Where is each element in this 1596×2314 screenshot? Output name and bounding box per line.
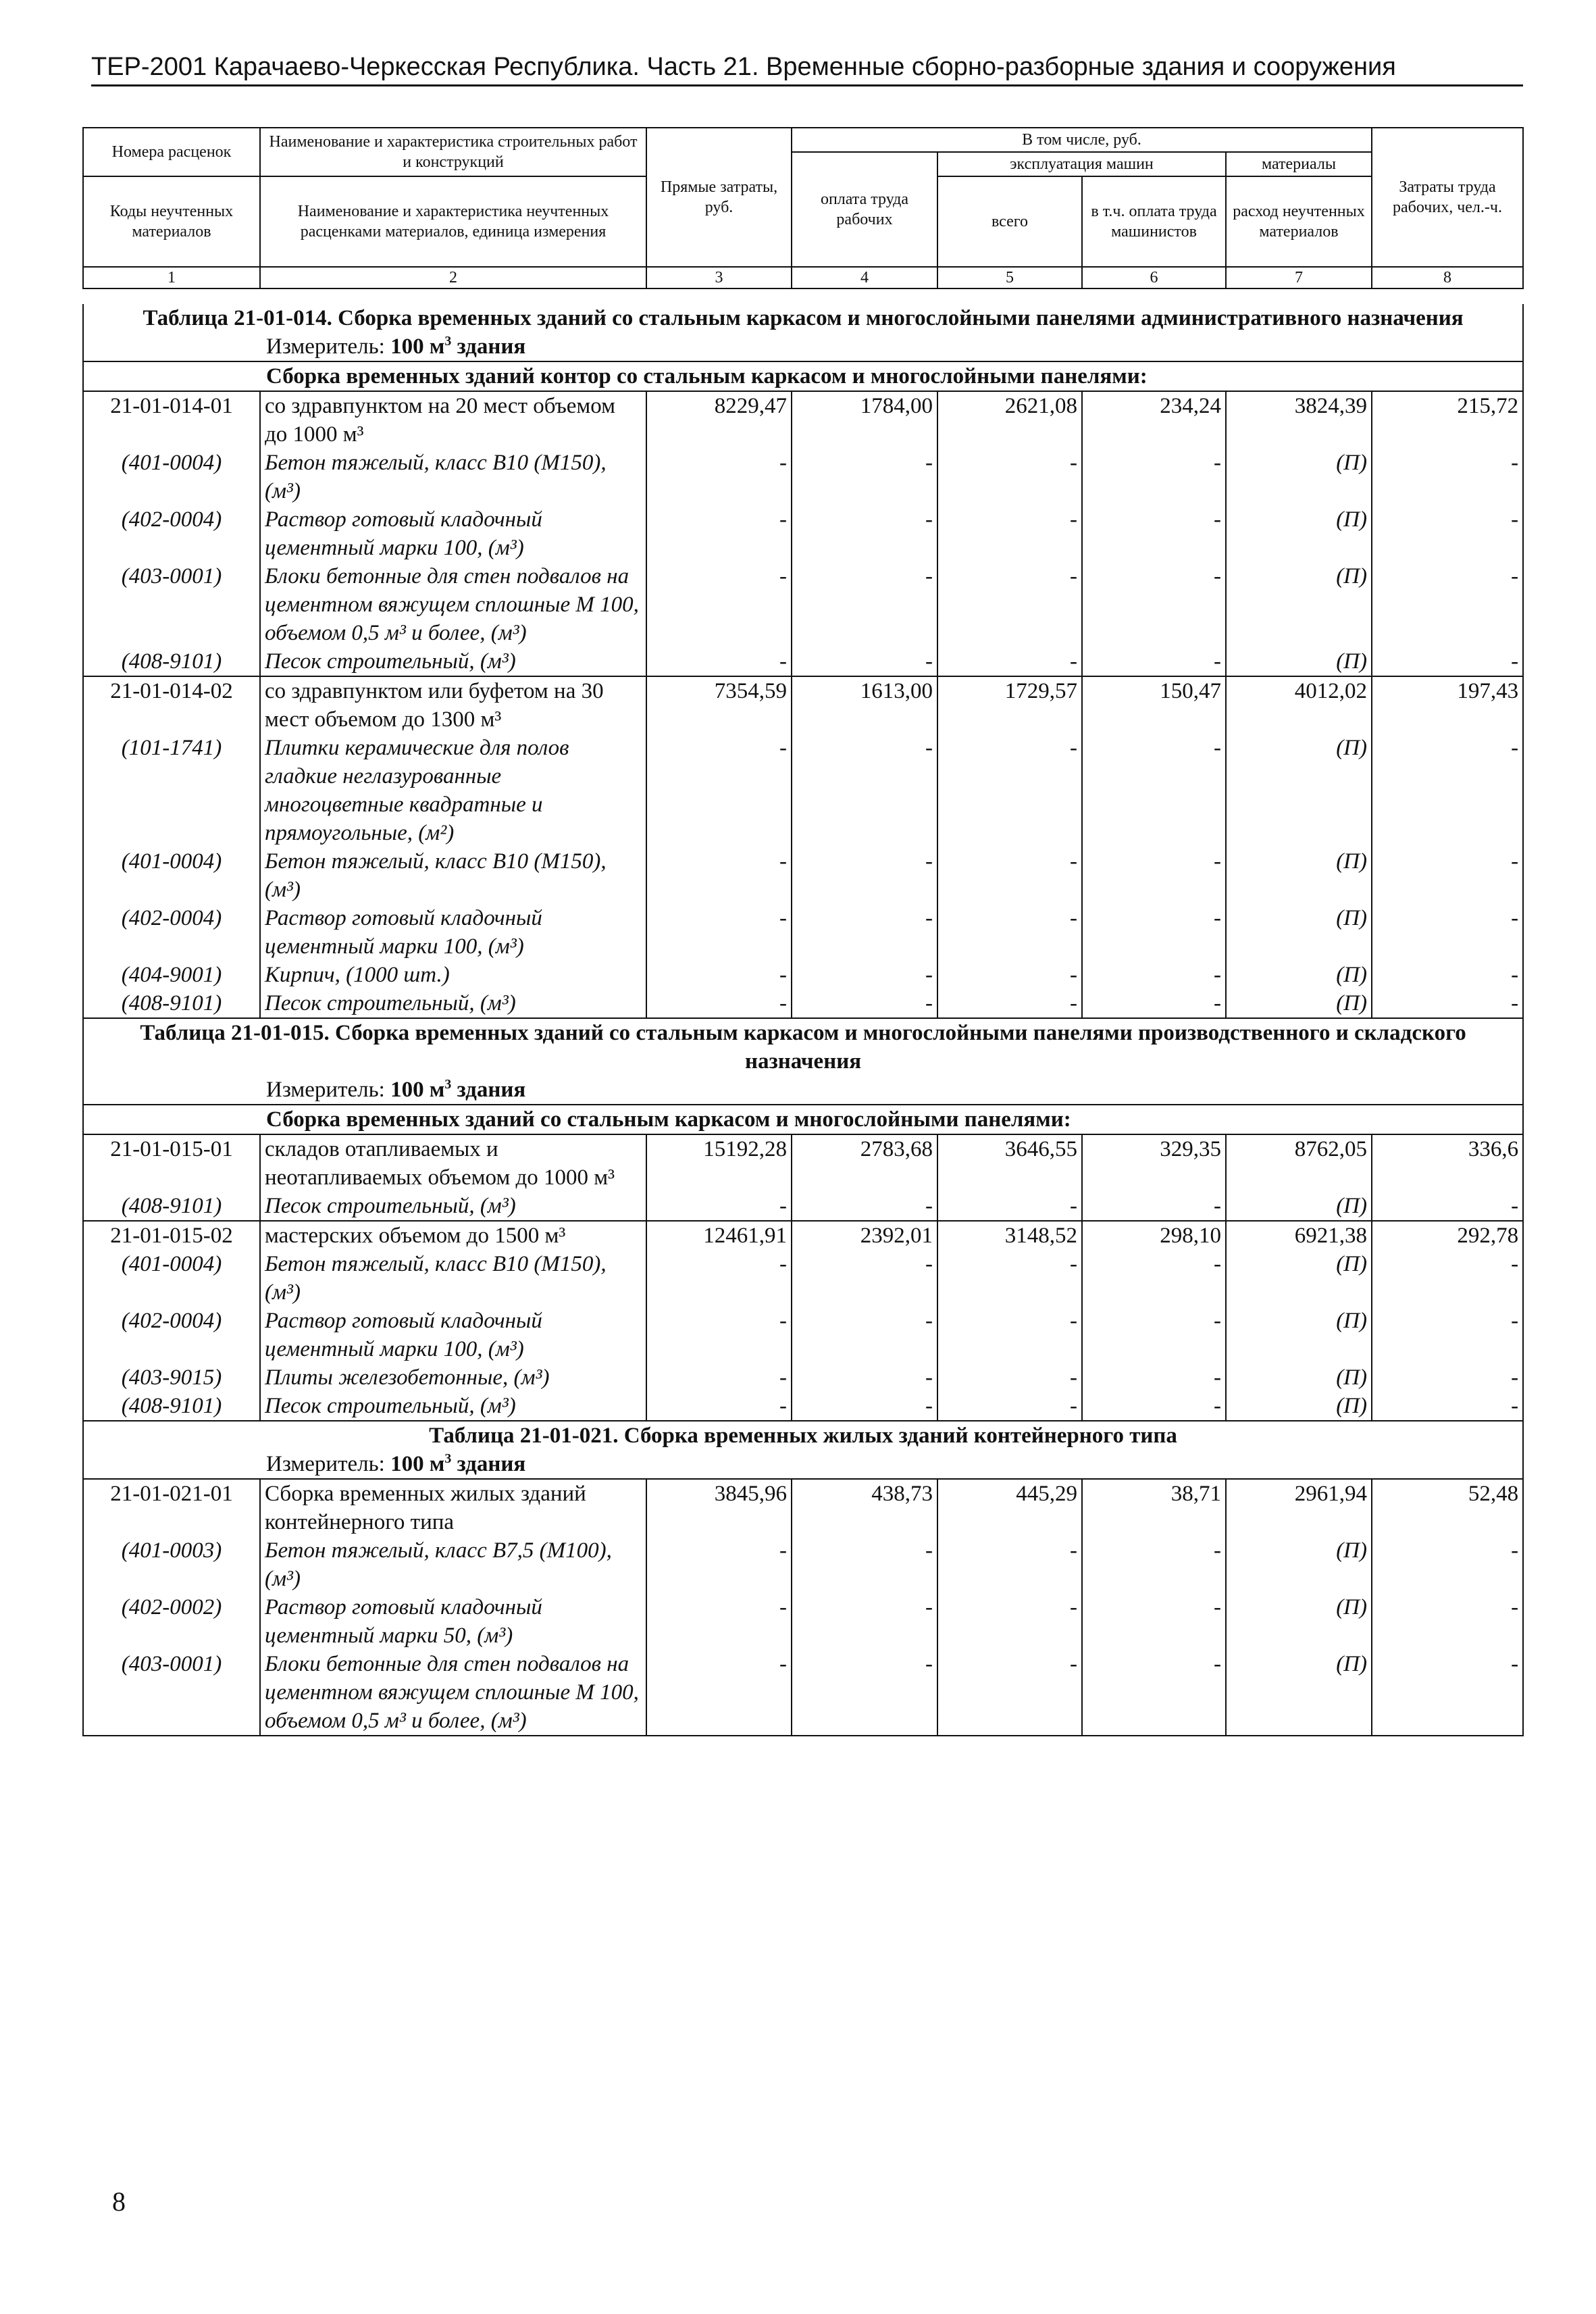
empty-value-dash: - xyxy=(937,734,1082,847)
rate-wages: 1784,00 xyxy=(792,391,937,449)
header-material-names: Наименование и характеристика неучтенных расценками материалов, единица измерения xyxy=(260,176,646,267)
empty-value-dash: - xyxy=(1372,1192,1523,1221)
empty-value-dash: - xyxy=(646,1593,792,1650)
empty-value-dash: - xyxy=(1372,847,1523,904)
measure-row xyxy=(83,1076,1523,1105)
empty-value-dash: - xyxy=(937,989,1082,1018)
material-row xyxy=(83,1650,1523,1736)
material-code: (402-0004) xyxy=(83,505,260,562)
unaccounted-marker: (П) xyxy=(1226,1307,1372,1363)
measure-label: Измеритель: xyxy=(266,1078,385,1102)
measure-unit xyxy=(83,1076,1523,1105)
material-code: (402-0004) xyxy=(83,1307,260,1363)
empty-value-dash: - xyxy=(937,1250,1082,1307)
empty-value-dash: - xyxy=(937,562,1082,647)
header-direct-costs: Прямые затраты, руб. xyxy=(646,128,792,267)
column-number: 8 xyxy=(1372,267,1523,288)
header-machine-operation: эксплуатация машин xyxy=(937,152,1226,176)
empty-value-dash: - xyxy=(792,1363,937,1392)
material-name: Плитки керамические для полов гладкие неглазурованные многоцветные квадратные и прямоугольные, (м²) xyxy=(260,734,646,847)
material-row xyxy=(83,961,1523,989)
empty-value-dash: - xyxy=(646,1650,792,1736)
empty-value-dash: - xyxy=(792,449,937,505)
unaccounted-marker: (П) xyxy=(1226,1192,1372,1221)
empty-value-dash: - xyxy=(1372,734,1523,847)
empty-value-dash: - xyxy=(646,961,792,989)
material-row xyxy=(83,449,1523,505)
empty-value-dash: - xyxy=(792,1307,937,1363)
material-name: Бетон тяжелый, класс В10 (М150), (м³) xyxy=(260,1250,646,1307)
column-number: 5 xyxy=(937,267,1082,288)
empty-value-dash: - xyxy=(1372,1392,1523,1421)
material-name: Бетон тяжелый, класс В7,5 (М100), (м³) xyxy=(260,1536,646,1593)
empty-value-dash: - xyxy=(1372,1363,1523,1392)
empty-value-dash: - xyxy=(646,734,792,847)
rate-row xyxy=(83,1221,1523,1250)
rate-code: 21-01-014-02 xyxy=(83,676,260,734)
empty-value-dash: - xyxy=(792,1392,937,1421)
rate-name: складов отапливаемых и неотапливаемых объемом до 1000 м³ xyxy=(260,1134,646,1192)
rate-direct: 7354,59 xyxy=(646,676,792,734)
empty-value-dash: - xyxy=(1372,1250,1523,1307)
material-code: (408-9101) xyxy=(83,1392,260,1421)
empty-value-dash: - xyxy=(792,961,937,989)
header-worker-wages: оплата труда рабочих xyxy=(792,152,937,267)
rate-machine-wages: 329,35 xyxy=(1082,1134,1226,1192)
rate-code: 21-01-021-01 xyxy=(83,1479,260,1536)
rate-labor: 197,43 xyxy=(1372,676,1523,734)
rate-machines: 445,29 xyxy=(937,1479,1082,1536)
empty-value-dash: - xyxy=(937,1593,1082,1650)
rate-machine-wages: 298,10 xyxy=(1082,1221,1226,1250)
empty-value-dash: - xyxy=(646,505,792,562)
measure-tail: здания xyxy=(451,334,526,359)
rate-direct: 3845,96 xyxy=(646,1479,792,1536)
header-material-codes: Коды неучтенных материалов xyxy=(83,176,260,267)
subtitle-row xyxy=(83,1105,1523,1134)
empty-value-dash: - xyxy=(1372,1307,1523,1363)
measure-tail: здания xyxy=(451,1452,526,1476)
empty-value-dash: - xyxy=(1082,1307,1226,1363)
empty-value-dash: - xyxy=(1082,1192,1226,1221)
material-code: (401-0003) xyxy=(83,1536,260,1593)
empty-value-dash: - xyxy=(1082,505,1226,562)
rate-materials: 4012,02 xyxy=(1226,676,1372,734)
header-rate-numbers: Номера расценок xyxy=(83,128,260,176)
rate-direct: 15192,28 xyxy=(646,1134,792,1192)
rate-machines: 3646,55 xyxy=(937,1134,1082,1192)
material-code: (408-9101) xyxy=(83,647,260,676)
measure-sup: 3 xyxy=(444,334,452,349)
material-row xyxy=(83,904,1523,961)
empty-value-dash: - xyxy=(1372,449,1523,505)
material-code: (401-0004) xyxy=(83,1250,260,1307)
material-code: (101-1741) xyxy=(83,734,260,847)
rate-materials: 8762,05 xyxy=(1226,1134,1372,1192)
measure-sup: 3 xyxy=(444,1451,452,1466)
empty-value-dash: - xyxy=(1082,847,1226,904)
rate-row xyxy=(83,676,1523,734)
unaccounted-marker: (П) xyxy=(1226,1250,1372,1307)
rate-labor: 52,48 xyxy=(1372,1479,1523,1536)
header-machinist-wages: в т.ч. оплата труда машинистов xyxy=(1082,176,1226,267)
material-name: Песок строительный, (м³) xyxy=(260,1192,646,1221)
material-name: Раствор готовый кладочный цементный марки 100, (м³) xyxy=(260,1307,646,1363)
empty-value-dash: - xyxy=(646,904,792,961)
column-number: 4 xyxy=(792,267,937,288)
empty-value-dash: - xyxy=(1372,904,1523,961)
empty-value-dash: - xyxy=(792,1192,937,1221)
unaccounted-marker: (П) xyxy=(1226,734,1372,847)
empty-value-dash: - xyxy=(792,847,937,904)
unaccounted-marker: (П) xyxy=(1226,1650,1372,1736)
header-unaccounted-materials: расход неучтенных материалов xyxy=(1226,176,1372,267)
header-including: В том числе, руб. xyxy=(792,128,1372,152)
material-row xyxy=(83,847,1523,904)
measure-label: Измеритель: xyxy=(266,1452,385,1476)
rate-labor: 292,78 xyxy=(1372,1221,1523,1250)
unaccounted-marker: (П) xyxy=(1226,1363,1372,1392)
material-name: Бетон тяжелый, класс В10 (М150), (м³) xyxy=(260,847,646,904)
empty-value-dash: - xyxy=(646,562,792,647)
material-code: (408-9101) xyxy=(83,1192,260,1221)
material-row xyxy=(83,647,1523,676)
material-row xyxy=(83,1250,1523,1307)
rate-name: со здравпунктом на 20 мест объемом до 1000 м³ xyxy=(260,391,646,449)
empty-value-dash: - xyxy=(1372,989,1523,1018)
empty-value-dash: - xyxy=(646,647,792,676)
rate-code: 21-01-014-01 xyxy=(83,391,260,449)
unaccounted-marker: (П) xyxy=(1226,1536,1372,1593)
column-number: 1 xyxy=(83,267,260,288)
rate-machines: 3148,52 xyxy=(937,1221,1082,1250)
empty-value-dash: - xyxy=(937,1307,1082,1363)
column-number: 3 xyxy=(646,267,792,288)
header-materials: материалы xyxy=(1226,152,1372,176)
measure-value: 100 м xyxy=(390,1078,445,1102)
empty-value-dash: - xyxy=(792,989,937,1018)
column-header-table xyxy=(82,127,1524,289)
material-code: (403-0001) xyxy=(83,562,260,647)
column-numbers-row xyxy=(83,267,1523,288)
material-code: (401-0004) xyxy=(83,847,260,904)
empty-value-dash: - xyxy=(792,1593,937,1650)
empty-value-dash: - xyxy=(1082,647,1226,676)
rate-row xyxy=(83,1134,1523,1192)
empty-value-dash: - xyxy=(937,961,1082,989)
empty-value-dash: - xyxy=(1082,449,1226,505)
material-row xyxy=(83,1192,1523,1221)
empty-value-dash: - xyxy=(646,1536,792,1593)
material-code: (404-9001) xyxy=(83,961,260,989)
material-name: Песок строительный, (м³) xyxy=(260,989,646,1018)
measure-sup: 3 xyxy=(444,1077,452,1092)
material-name: Раствор готовый кладочный цементный марки 100, (м³) xyxy=(260,505,646,562)
material-name: Бетон тяжелый, класс В10 (М150), (м³) xyxy=(260,449,646,505)
rate-row xyxy=(83,391,1523,449)
material-row xyxy=(83,1593,1523,1650)
material-name: Кирпич, (1000 шт.) xyxy=(260,961,646,989)
material-row xyxy=(83,1363,1523,1392)
empty-value-dash: - xyxy=(1082,904,1226,961)
empty-value-dash: - xyxy=(1082,1593,1226,1650)
empty-value-dash: - xyxy=(792,1650,937,1736)
empty-value-dash: - xyxy=(1082,1392,1226,1421)
empty-value-dash: - xyxy=(937,449,1082,505)
unaccounted-marker: (П) xyxy=(1226,961,1372,989)
rate-machines: 2621,08 xyxy=(937,391,1082,449)
material-name: Раствор готовый кладочный цементный марки 50, (м³) xyxy=(260,1593,646,1650)
empty-value-dash: - xyxy=(1082,1536,1226,1593)
rate-machine-wages: 38,71 xyxy=(1082,1479,1226,1536)
empty-value-dash: - xyxy=(792,562,937,647)
rate-wages: 2783,68 xyxy=(792,1134,937,1192)
rate-materials: 3824,39 xyxy=(1226,391,1372,449)
subtitle-row xyxy=(83,361,1523,391)
table-subtitle: Сборка временных зданий со стальным каркасом и многослойными панелями: xyxy=(83,1105,1523,1134)
rate-wages: 438,73 xyxy=(792,1479,937,1536)
empty-value-dash: - xyxy=(792,647,937,676)
empty-value-dash: - xyxy=(1082,1363,1226,1392)
material-name: Блоки бетонные для стен подвалов на цементном вяжущем сплошные М 100, объемом 0,5 м³ и более, (м³) xyxy=(260,1650,646,1736)
material-name: Песок строительный, (м³) xyxy=(260,647,646,676)
material-code: (403-0001) xyxy=(83,1650,260,1736)
rate-direct: 12461,91 xyxy=(646,1221,792,1250)
table-title: Таблица 21-01-014. Сборка временных зданий со стальным каркасом и многослойными панелями административного назначения xyxy=(83,304,1523,332)
table-title: Таблица 21-01-015. Сборка временных зданий со стальным каркасом и многослойными панелями производственного и складского назначения xyxy=(83,1018,1523,1076)
empty-value-dash: - xyxy=(1082,961,1226,989)
empty-value-dash: - xyxy=(937,647,1082,676)
material-row xyxy=(83,1536,1523,1593)
empty-value-dash: - xyxy=(792,734,937,847)
rate-machine-wages: 234,24 xyxy=(1082,391,1226,449)
measure-unit xyxy=(83,1450,1523,1479)
material-code: (402-0002) xyxy=(83,1593,260,1650)
unaccounted-marker: (П) xyxy=(1226,449,1372,505)
empty-value-dash: - xyxy=(937,1536,1082,1593)
table-title: Таблица 21-01-021. Сборка временных жилых зданий контейнерного типа xyxy=(83,1421,1523,1450)
rate-row xyxy=(83,1479,1523,1536)
empty-value-dash: - xyxy=(792,1536,937,1593)
unaccounted-marker: (П) xyxy=(1226,847,1372,904)
empty-value-dash: - xyxy=(937,847,1082,904)
empty-value-dash: - xyxy=(646,449,792,505)
rate-name: Сборка временных жилых зданий контейнерного типа xyxy=(260,1479,646,1536)
material-name: Раствор готовый кладочный цементный марки 100, (м³) xyxy=(260,904,646,961)
rate-labor: 215,72 xyxy=(1372,391,1523,449)
rate-code: 21-01-015-01 xyxy=(83,1134,260,1192)
rate-labor: 336,6 xyxy=(1372,1134,1523,1192)
empty-value-dash: - xyxy=(1372,1593,1523,1650)
unaccounted-marker: (П) xyxy=(1226,904,1372,961)
empty-value-dash: - xyxy=(1082,989,1226,1018)
material-name: Песок строительный, (м³) xyxy=(260,1392,646,1421)
measure-value: 100 м xyxy=(390,1452,445,1476)
unaccounted-marker: (П) xyxy=(1226,505,1372,562)
material-row xyxy=(83,734,1523,847)
empty-value-dash: - xyxy=(937,1192,1082,1221)
empty-value-dash: - xyxy=(1082,1650,1226,1736)
table-subtitle: Сборка временных зданий контор со стальным каркасом и многослойными панелями: xyxy=(83,361,1523,391)
material-name: Плиты железобетонные, (м³) xyxy=(260,1363,646,1392)
empty-value-dash: - xyxy=(1372,1536,1523,1593)
empty-value-dash: - xyxy=(937,1392,1082,1421)
measure-unit xyxy=(83,332,1523,361)
material-row xyxy=(83,505,1523,562)
page-header: ТЕР-2001 Карачаево-Черкесская Республика. Часть 21. Временные сборно-разборные здания и сооружения xyxy=(91,53,1523,86)
empty-value-dash: - xyxy=(1372,562,1523,647)
empty-value-dash: - xyxy=(937,904,1082,961)
unaccounted-marker: (П) xyxy=(1226,562,1372,647)
header-work-name: Наименование и характеристика строительных работ и конструкций xyxy=(260,128,646,176)
empty-value-dash: - xyxy=(1082,734,1226,847)
rate-materials: 2961,94 xyxy=(1226,1479,1372,1536)
empty-value-dash: - xyxy=(1372,647,1523,676)
table-title-row xyxy=(83,1018,1523,1076)
page-number: 8 xyxy=(112,2186,126,2217)
material-name: Блоки бетонные для стен подвалов на цементном вяжущем сплошные М 100, объемом 0,5 м³ и более, (м³) xyxy=(260,562,646,647)
empty-value-dash: - xyxy=(1372,505,1523,562)
empty-value-dash: - xyxy=(792,1250,937,1307)
unaccounted-marker: (П) xyxy=(1226,1593,1372,1650)
column-number: 2 xyxy=(260,267,646,288)
material-code: (401-0004) xyxy=(83,449,260,505)
rate-machines: 1729,57 xyxy=(937,676,1082,734)
measure-row xyxy=(83,1450,1523,1479)
unaccounted-marker: (П) xyxy=(1226,989,1372,1018)
material-code: (402-0004) xyxy=(83,904,260,961)
rate-code: 21-01-015-02 xyxy=(83,1221,260,1250)
material-row xyxy=(83,1392,1523,1421)
table-title-row xyxy=(83,304,1523,332)
empty-value-dash: - xyxy=(646,1363,792,1392)
header-machines-total: всего xyxy=(937,176,1082,267)
empty-value-dash: - xyxy=(1082,1250,1226,1307)
empty-value-dash: - xyxy=(646,1192,792,1221)
empty-value-dash: - xyxy=(646,1250,792,1307)
material-row xyxy=(83,1307,1523,1363)
empty-value-dash: - xyxy=(1372,961,1523,989)
empty-value-dash: - xyxy=(646,1307,792,1363)
empty-value-dash: - xyxy=(937,505,1082,562)
rate-name: мастерских объемом до 1500 м³ xyxy=(260,1221,646,1250)
rate-direct: 8229,47 xyxy=(646,391,792,449)
measure-label: Измеритель: xyxy=(266,334,385,359)
rate-wages: 1613,00 xyxy=(792,676,937,734)
empty-value-dash: - xyxy=(646,989,792,1018)
empty-value-dash: - xyxy=(792,904,937,961)
unaccounted-marker: (П) xyxy=(1226,1392,1372,1421)
material-code: (408-9101) xyxy=(83,989,260,1018)
empty-value-dash: - xyxy=(646,847,792,904)
column-number: 6 xyxy=(1082,267,1226,288)
rate-name: со здравпунктом или буфетом на 30 мест объемом до 1300 м³ xyxy=(260,676,646,734)
header-labor-costs: Затраты труда рабочих, чел.-ч. xyxy=(1372,128,1523,267)
material-row xyxy=(83,989,1523,1018)
unaccounted-marker: (П) xyxy=(1226,647,1372,676)
material-code: (403-9015) xyxy=(83,1363,260,1392)
rates-table xyxy=(82,304,1524,1736)
rate-materials: 6921,38 xyxy=(1226,1221,1372,1250)
column-number: 7 xyxy=(1226,267,1372,288)
rate-machine-wages: 150,47 xyxy=(1082,676,1226,734)
empty-value-dash: - xyxy=(1082,562,1226,647)
measure-row xyxy=(83,332,1523,361)
measure-value: 100 м xyxy=(390,334,445,359)
empty-value-dash: - xyxy=(646,1392,792,1421)
table-title-row xyxy=(83,1421,1523,1450)
empty-value-dash: - xyxy=(1372,1650,1523,1736)
material-row xyxy=(83,562,1523,647)
empty-value-dash: - xyxy=(792,505,937,562)
measure-tail: здания xyxy=(451,1078,526,1102)
empty-value-dash: - xyxy=(937,1363,1082,1392)
rate-wages: 2392,01 xyxy=(792,1221,937,1250)
empty-value-dash: - xyxy=(937,1650,1082,1736)
